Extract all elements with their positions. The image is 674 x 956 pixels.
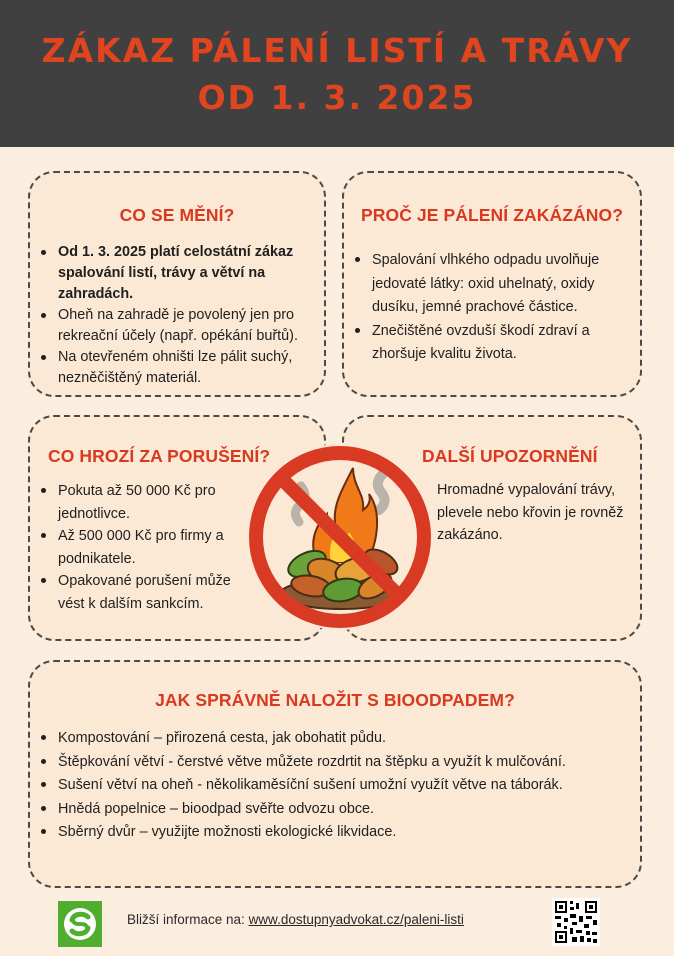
qr-code-icon xyxy=(552,898,600,946)
panel-title: DALŠÍ UPOZORNĚNÍ xyxy=(422,446,598,466)
footer-link[interactable]: www.dostupnyadvokat.cz/paleni-listi xyxy=(248,912,464,927)
bullet-list xyxy=(36,242,320,389)
panel-biowaste xyxy=(28,660,642,888)
notice-text: Hromadné vypalování trávy, plevele nebo křovin je rovněž zakázáno. xyxy=(437,482,624,544)
header-banner xyxy=(0,0,674,147)
panel-what-changes xyxy=(28,171,326,397)
footer-label: Bližší informace na: xyxy=(127,912,245,927)
list-item: Kompostování – přirozená cesta, jak obohatit půdu. xyxy=(36,727,640,751)
bullet-list xyxy=(36,727,640,845)
panel-title: CO SE MĚNÍ? xyxy=(119,205,235,225)
panel-title: JAK SPRÁVNĚ NALOŽIT S BIOODPADEM? xyxy=(155,690,515,710)
list-item: Od 1. 3. 2025 platí celostátní zákaz spalování listí, trávy a větví na zahradách. xyxy=(36,242,320,305)
no-fire-burning-leaves-icon xyxy=(247,444,433,630)
list-item: Opakované porušení může vést k dalším sankcím. xyxy=(36,570,251,615)
list-item: Štěpkování větví - čerstvé větve můžete rozdrtit na štěpku a využít k mulčování. xyxy=(36,751,640,775)
bullet-list xyxy=(36,480,251,616)
bullet-list xyxy=(350,249,640,367)
list-item: Sběrný dvůr – využijte možnosti ekologické likvidace. xyxy=(36,821,640,845)
list-item: Hnědá popelnice – bioodpad svěřte odvozu obce. xyxy=(36,798,640,822)
panel-title: PROČ JE PÁLENÍ ZAKÁZÁNO? xyxy=(361,205,623,225)
list-item: Na otevřeném ohništi lze pálit suchý, nezněčištěný materiál. xyxy=(36,347,320,389)
list-item: Sušení větví na oheň - několikaměsíční sušení umožní využít větve na táborák. xyxy=(36,774,640,798)
list-item: Oheň na zahradě je povolený jen pro rekreační účely (např. opékání buřtů). xyxy=(36,305,320,347)
list-item: Pokuta až 50 000 Kč pro jednotlivce. xyxy=(36,480,251,525)
panel-title: CO HROZÍ ZA PORUŠENÍ? xyxy=(48,446,271,466)
list-item: Znečištěné ovzduší škodí zdraví a zhoršuje kvalitu života. xyxy=(350,320,640,367)
list-item: Spalování vlhkého odpadu uvolňuje jedovaté látky: oxid uhelnatý, oxidy dusíku, jemné prachové částice. xyxy=(350,249,640,320)
green-s-logo-icon xyxy=(58,901,102,947)
title-line-2: OD 1. 3. 2025 xyxy=(197,77,477,117)
footer-info xyxy=(127,912,464,927)
panel-why-banned xyxy=(342,171,642,397)
list-item: Až 500 000 Kč pro firmy a podnikatele. xyxy=(36,525,251,570)
title-line-1: ZÁKAZ PÁLENÍ LISTÍ A TRÁVY xyxy=(41,30,633,70)
